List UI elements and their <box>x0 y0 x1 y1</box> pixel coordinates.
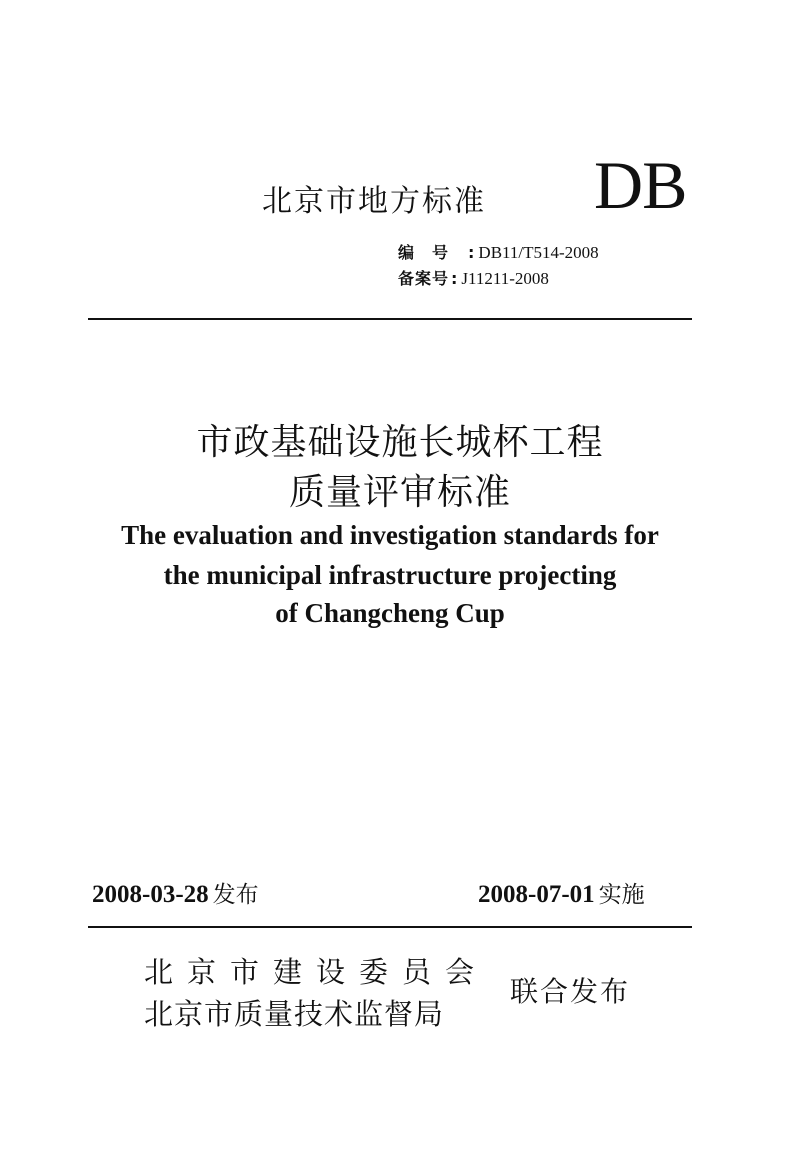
implement-date-value: 2008-07-01 <box>478 881 595 908</box>
title-cn-line2: 质量评审标准 <box>288 472 511 513</box>
standard-code-value: DB11/T514-2008 <box>478 243 599 262</box>
db-mark: DB <box>594 147 687 223</box>
bottom-divider <box>88 926 692 928</box>
colon: : <box>468 243 475 262</box>
standard-code-key: 编号 <box>398 243 467 262</box>
title-en-line1: The evaluation and investigation standards for <box>121 520 659 550</box>
issue-date-label: 发布 <box>212 882 259 908</box>
issue-date-value: 2008-03-28 <box>92 881 209 908</box>
implement-date-label: 实施 <box>598 882 645 908</box>
issuer-line2: 北京市质量技术监督局 <box>144 997 445 1031</box>
record-number-key: 备案号 <box>398 269 450 288</box>
issuer-line1: 北京市建设委员会 <box>144 955 489 989</box>
standard-code-row <box>398 240 599 263</box>
issue-date <box>92 876 259 909</box>
title-en-line3: of Changcheng Cup <box>275 598 505 628</box>
standard-label: 北京市地方标准 <box>262 184 486 219</box>
colon: : <box>451 269 458 288</box>
record-number-row <box>398 266 549 289</box>
joint-issue-label: 联合发布 <box>510 975 631 1008</box>
top-divider <box>88 318 692 320</box>
implement-date <box>478 876 645 909</box>
record-number-value: J11211-2008 <box>461 269 549 288</box>
title-cn-line1: 市政基础设施长城杯工程 <box>196 422 604 463</box>
title-en-line2: the municipal infrastructure projecting <box>163 560 617 590</box>
